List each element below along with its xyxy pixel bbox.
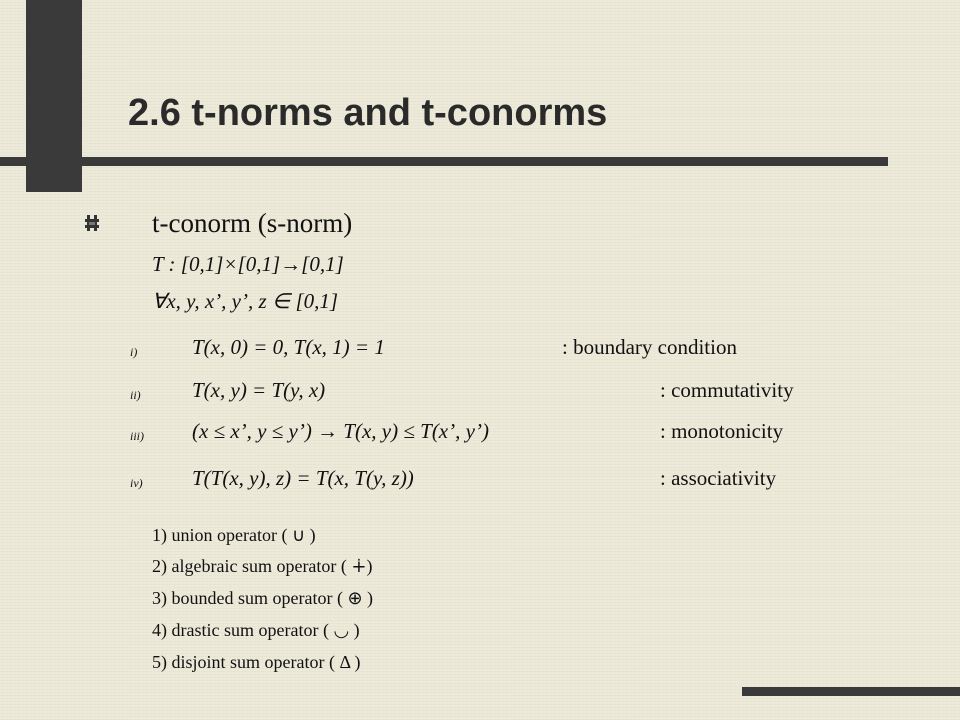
axiom-name: : monotonicity	[660, 419, 784, 443]
axiom-equation: (x ≤ x’, y ≤ y’) → T(x, y) ≤ T(x’, y’)	[192, 419, 489, 443]
operator-item: 2) algebraic sum operator ( ∔)	[152, 556, 373, 576]
section-heading: t-conorm (s-norm)	[152, 208, 353, 238]
axiom-name: : boundary condition	[562, 335, 737, 359]
axiom-equation: T(x, y) = T(y, x)	[192, 378, 326, 402]
axiom-equation: T(x, 0) = 0, T(x, 1) = 1	[192, 335, 385, 359]
axiom-label: ii)	[130, 388, 141, 402]
axiom-label: iii)	[130, 429, 144, 443]
operator-item: 4) drastic sum operator ( ◡ )	[152, 620, 360, 640]
decorative-horizontal-rule	[0, 157, 888, 166]
slide-title: 2.6 t-norms and t-conorms	[128, 92, 608, 134]
operator-item: 3) bounded sum operator ( ⊕ )	[152, 588, 374, 608]
operator-item: 5) disjoint sum operator ( Δ )	[152, 652, 361, 672]
decorative-bottom-rule	[742, 687, 960, 696]
square-bullet-icon	[84, 214, 100, 232]
operator-item: 1) union operator ( ∪ )	[152, 525, 316, 545]
axiom-name: : associativity	[660, 466, 777, 490]
axiom-label: iv)	[130, 476, 143, 490]
axiom-equation: T(T(x, y), z) = T(x, T(y, z))	[192, 466, 414, 490]
axiom-label: i)	[130, 345, 138, 359]
axiom-name: : commutativity	[660, 378, 794, 402]
mapping-definition: T : [0,1]×[0,1]→[0,1]	[152, 252, 344, 276]
quantifier-line: ∀x, y, x’, y’, z ∈ [0,1]	[152, 289, 339, 313]
